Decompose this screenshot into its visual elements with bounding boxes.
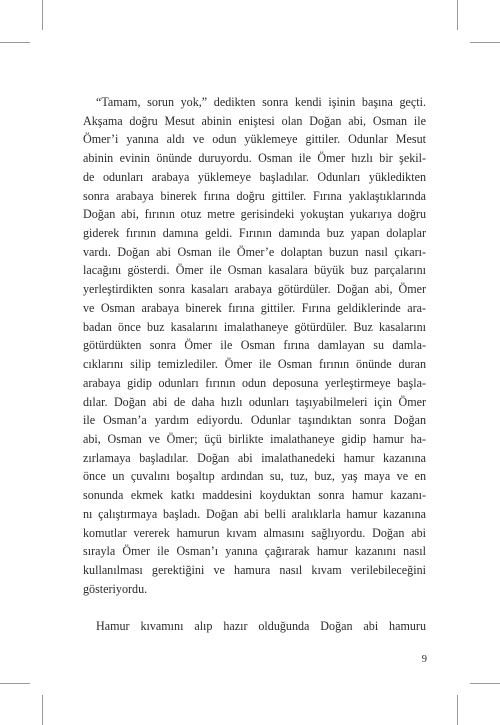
text-line: Hamur kıvamını alıp hazır olduğunda Doğan abi hamuru bbox=[96, 619, 426, 634]
text-line: Akşama doğru Mesut abinin eniştesi olan Doğan abi, Osman ile bbox=[83, 113, 426, 128]
text-line: dılar. Doğan abi de daha hızlı odunları taşıyabilmeleri için Ömer bbox=[83, 394, 426, 409]
crop-mark-top-right-v bbox=[457, 0, 458, 30]
text-line: önce un çuvalını boşaltıp ardından su, tuz, buz, yaş maya ve en bbox=[83, 469, 426, 484]
text-line: de odunları arabaya yüklemeye başladılar. Odunları yükledikten bbox=[83, 169, 426, 184]
text-line: abi, Osman ve Ömer; üçü birlikte imalathaneye gidip hamur ha- bbox=[83, 431, 426, 446]
crop-mark-top-left-v bbox=[42, 0, 43, 30]
text-line: gösteriyordu. bbox=[83, 581, 148, 596]
page-number: 9 bbox=[421, 654, 427, 665]
text-line: sırayla Ömer ile Osman’ı yanına çağırarak hamur kazanını nasıl bbox=[83, 544, 426, 559]
text-line: giderek fırının damına geldi. Fırının damında buz yapan dolaplar bbox=[83, 226, 426, 241]
body-text bbox=[83, 93, 426, 636]
text-line: cıklarını silip temizlediler. Ömer ile Osman fırının önünde duran bbox=[83, 357, 426, 372]
text-line: nı çalıştırmaya başladı. Doğan abi belli aralıklarla hamur kazanına bbox=[83, 506, 426, 521]
paragraph-gap bbox=[83, 598, 426, 617]
text-line: abinin evinin önünde duruyordu. Osman ile Ömer hızlı bir şekil- bbox=[83, 151, 426, 166]
text-line: ile Osman’a yardım ediyordu. Odunlar taşındıktan sonra Doğan bbox=[83, 413, 426, 428]
crop-mark-top-right-h bbox=[470, 42, 500, 43]
text-line: lacağını gösterdi. Ömer ile Osman kasalara büyük buz parçalarını bbox=[83, 263, 426, 278]
crop-mark-bottom-left-v bbox=[42, 695, 43, 725]
text-line: komutlar vererek hamurun kıvam almasını sağlıyordu. Doğan abi bbox=[83, 525, 426, 540]
text-line: kullanılması gerektiğini ve hamura nasıl kıvam verilebileceğini bbox=[83, 562, 426, 577]
text-line: arabaya gidip odunları fırının odun deposuna yerleştirmeye başla- bbox=[83, 375, 426, 390]
text-line: Ömer’i yanına aldı ve odun yüklemeye gittiler. Odunlar Mesut bbox=[83, 132, 426, 147]
text-line: vardı. Doğan abi Osman ile Ömer’e dolaptan buzun nasıl çıkarı- bbox=[83, 244, 426, 259]
text-line: götürdükten sonra Ömer ile Osman fırına damlayan su damla- bbox=[83, 338, 426, 353]
text-line: yerleştirdikten sonra kasaları arabaya götürdüler. Doğan abi, Ömer bbox=[83, 282, 426, 297]
text-line: ve Osman arabaya binerek fırına gittiler. Fırına geldiklerinde ara- bbox=[83, 300, 426, 315]
text-line: badan önce buz kasalarını imalathaneye götürdüler. Buz kasalarını bbox=[83, 319, 426, 334]
text-line: sonunda ekmek katkı maddesini koyduktan sonra hamur kazanı- bbox=[83, 488, 426, 503]
crop-mark-bottom-left-h bbox=[0, 683, 30, 684]
text-line: sonra arabaya binerek fırına doğru gittiler. Fırına yaklaştıklarında bbox=[83, 188, 426, 203]
text-line: zırlamaya başladılar. Doğan abi imalathanedeki hamur kazanına bbox=[83, 450, 426, 465]
crop-mark-bottom-right-v bbox=[457, 695, 458, 725]
text-line: Doğan abi, fırının otuz metre gerisindeki yokuştan yukarıya doğru bbox=[83, 207, 426, 222]
crop-mark-bottom-right-h bbox=[470, 683, 500, 684]
text-line: “Tamam, sorun yok,” dedikten sonra kendi işinin başına geçti. bbox=[96, 95, 426, 109]
crop-mark-top-left-h bbox=[0, 42, 30, 43]
